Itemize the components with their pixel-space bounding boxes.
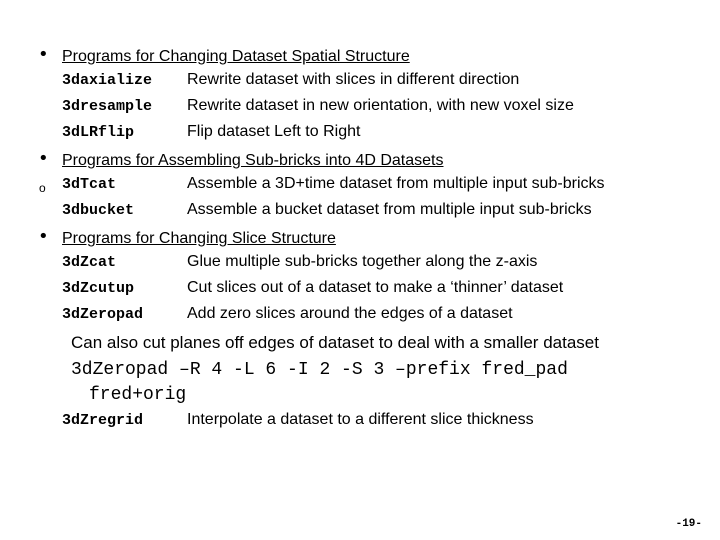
command-3dresample: 3dresample: [62, 98, 153, 115]
section-heading-assembling-sub-bricks: Programs for Assembling Sub-bricks into 4D Datasets: [62, 152, 444, 169]
page-number: -19-: [675, 518, 702, 530]
description-3dzcat: Glue multiple sub-bricks together along the z-axis: [187, 253, 538, 270]
description-3dresample: Rewrite dataset in new orientation, with new voxel size: [187, 97, 574, 114]
command-3dlrflip: 3dLRflip: [62, 124, 135, 141]
description-3dbucket: Assemble a bucket dataset from multiple input sub-bricks: [187, 201, 592, 218]
command-3dzcat: 3dZcat: [62, 254, 117, 271]
command-3dtcat: 3dTcat: [62, 176, 117, 193]
description-3dlrflip: Flip dataset Left to Right: [187, 123, 361, 140]
command-3dzeropad: 3dZeropad: [62, 306, 144, 323]
example-command-line: 3dZeropad –R 4 -L 6 -I 2 -S 3 –prefix fred_pad: [71, 360, 568, 380]
section-heading-slice-structure: Programs for Changing Slice Structure: [62, 230, 336, 247]
description-3dzeropad: Add zero slices around the edges of a dataset: [187, 305, 513, 322]
description-3dzcutup: Cut slices out of a dataset to make a ‘thinner’ dataset: [187, 279, 564, 296]
description-3dtcat: Assemble a 3D+time dataset from multiple input sub-bricks: [187, 175, 605, 192]
command-3dzregrid: 3dZregrid: [62, 412, 144, 429]
bullet-icon: •: [38, 148, 49, 169]
example-command-continuation: fred+orig: [89, 385, 187, 405]
command-3daxialize: 3daxialize: [62, 72, 153, 89]
bullet-icon: •: [38, 44, 49, 65]
command-3dbucket: 3dbucket: [62, 202, 135, 219]
note-text: Can also cut planes off edges of dataset to deal with a smaller dataset: [71, 333, 599, 352]
command-3dzcutup: 3dZcutup: [62, 280, 135, 297]
description-3dzregrid: Interpolate a dataset to a different slice thickness: [187, 411, 534, 428]
description-3daxialize: Rewrite dataset with slices in different direction: [187, 71, 520, 88]
section-heading-spatial-structure: Programs for Changing Dataset Spatial Structure: [62, 48, 410, 65]
sub-bullet-icon: o: [39, 181, 46, 195]
bullet-icon: •: [38, 226, 49, 247]
